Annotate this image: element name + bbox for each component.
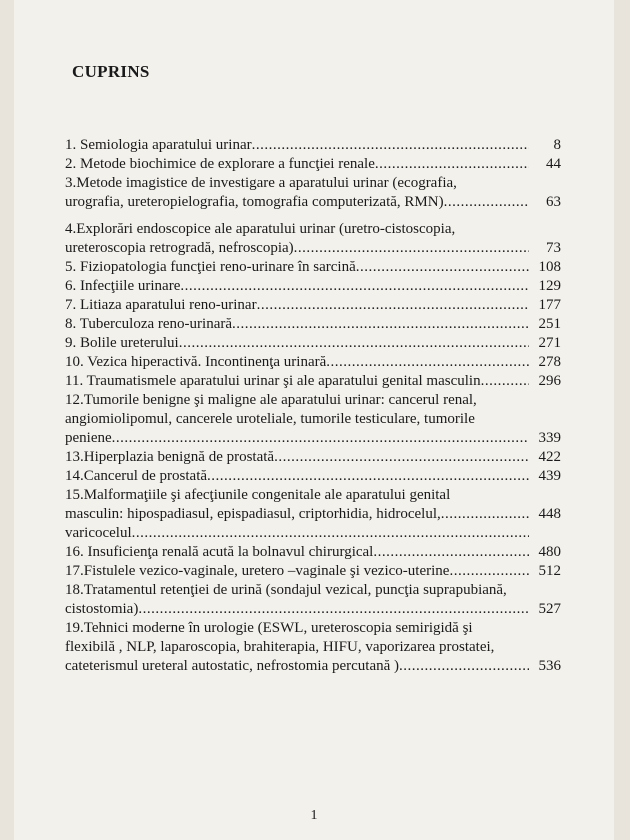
toc-entry-text: 13.Hiperplazia benignă de prostată bbox=[65, 449, 275, 465]
toc-entry-page: 271 bbox=[538, 335, 561, 351]
dot-leader bbox=[441, 505, 529, 524]
page-title: CUPRINS bbox=[72, 62, 150, 81]
toc-entry bbox=[65, 315, 561, 334]
toc-entry bbox=[65, 467, 561, 486]
toc-entry-page: 339 bbox=[538, 430, 561, 446]
dot-leader bbox=[356, 258, 529, 277]
page-number: 1 bbox=[310, 808, 318, 823]
toc-entry-page: 448 bbox=[538, 506, 561, 522]
dot-leader bbox=[399, 657, 529, 676]
toc-entry-page bbox=[529, 524, 561, 543]
toc-entry bbox=[65, 220, 561, 258]
toc-entry-page: 44 bbox=[546, 156, 561, 172]
toc-entry-page: 422 bbox=[538, 449, 561, 465]
dot-leader bbox=[179, 334, 529, 353]
dot-leader bbox=[373, 543, 529, 562]
toc-entry-text: 4.Explorări endoscopice ale aparatului urinar (uretro-cistoscopia, bbox=[65, 221, 456, 237]
toc-entry bbox=[65, 543, 561, 562]
toc-entry-text: 3.Metode imagistice de investigare a aparatului urinar (ecografia, bbox=[65, 175, 457, 191]
toc-entry-text: 10. Vezica hiperactivă. Incontinenţa urinară bbox=[65, 354, 327, 370]
toc-entry-text: ureteroscopia retrogradă, nefroscopia) bbox=[65, 240, 294, 256]
dot-leader bbox=[326, 353, 529, 372]
toc-entry-text: 16. Insuficienţa renală acută la bolnavul chirurgical bbox=[65, 544, 374, 560]
dot-leader bbox=[375, 155, 529, 174]
toc-entry-text: 12.Tumorile benigne şi maligne ale aparatului urinar: cancerul renal, bbox=[65, 392, 477, 408]
toc-entry-text: 2. Metode biochimice de explorare a funcţiei renale bbox=[65, 156, 375, 172]
toc-entry-page: 251 bbox=[538, 316, 561, 332]
dot-leader bbox=[294, 239, 529, 258]
toc-entry bbox=[65, 524, 561, 543]
toc-entry-text: masculin: hipospadiasul, epispadiasul, criptorhidia, hidrocelul, bbox=[65, 506, 441, 522]
toc-entry bbox=[65, 136, 561, 155]
toc-entry-page: 73 bbox=[546, 240, 561, 256]
toc-entry-text: 5. Fiziopatologia funcţiei reno-urinare în sarcină bbox=[65, 259, 356, 275]
toc-entry-text: peniene bbox=[65, 430, 112, 446]
toc-entry-text: cistostomia) bbox=[65, 601, 139, 617]
toc-entry-text: flexibilă , NLP, laparoscopia, brahiterapia, HIFU, vaporizarea prostatei, bbox=[65, 639, 495, 655]
toc-entry-page: 480 bbox=[538, 544, 561, 560]
toc-entry bbox=[65, 155, 561, 174]
toc-entry bbox=[65, 562, 561, 581]
toc-entry-page: 108 bbox=[538, 259, 561, 275]
dot-leader bbox=[257, 296, 529, 315]
toc-entry-page: 278 bbox=[538, 354, 561, 370]
toc-entry bbox=[65, 296, 561, 315]
dot-leader bbox=[180, 277, 529, 296]
table-of-contents bbox=[65, 136, 561, 676]
toc-entry bbox=[65, 353, 561, 372]
dot-leader bbox=[138, 600, 529, 619]
toc-entry-text: urografia, ureteropielografia, tomografia computerizată, RMN) bbox=[65, 194, 444, 210]
toc-entry-page: 296 bbox=[538, 373, 561, 389]
toc-entry-page: 129 bbox=[538, 278, 561, 294]
dot-leader bbox=[274, 448, 529, 467]
toc-entry bbox=[65, 372, 561, 391]
toc-entry bbox=[65, 277, 561, 296]
dot-leader bbox=[481, 372, 529, 391]
toc-entry-text: 9. Bolile ureterului bbox=[65, 335, 179, 351]
toc-entry-text: varicocelul bbox=[65, 525, 132, 541]
toc-entry-text: 11. Traumatismele aparatului urinar şi ale aparatului genital masculin bbox=[65, 373, 481, 389]
toc-entry bbox=[65, 258, 561, 277]
toc-entry bbox=[65, 391, 561, 448]
toc-entry-page: 177 bbox=[538, 297, 561, 313]
dot-leader bbox=[132, 524, 529, 543]
toc-entry bbox=[65, 486, 561, 524]
dot-leader bbox=[112, 429, 529, 448]
toc-entry bbox=[65, 581, 561, 619]
toc-entry-text: 14.Cancerul de prostată bbox=[65, 468, 208, 484]
toc-entry-text: cateterismul ureteral autostatic, nefrostomia percutană ) bbox=[65, 658, 400, 674]
toc-entry-page: 439 bbox=[538, 468, 561, 484]
toc-entry-text: 19.Tehnici moderne în urologie (ESWL, ureteroscopia semirigidă şi bbox=[65, 620, 473, 636]
toc-entry-text: 1. Semiologia aparatului urinar bbox=[65, 137, 252, 153]
toc-entry-text: 8. Tuberculoza reno-urinară bbox=[65, 316, 233, 332]
toc-entry-page: 536 bbox=[538, 658, 561, 674]
toc-entry-text: 7. Litiaza aparatului reno-urinar bbox=[65, 297, 257, 313]
toc-entry bbox=[65, 448, 561, 467]
dot-leader bbox=[252, 136, 529, 155]
toc-entry-text: 17.Fistulele vezico-vaginale, uretero –vaginale şi vezico-uterine bbox=[65, 563, 450, 579]
toc-entry bbox=[65, 619, 561, 676]
toc-entry-text: 15.Malformaţiile şi afecţiunile congenitale ale aparatului genital bbox=[65, 487, 451, 503]
book-page bbox=[14, 0, 614, 840]
toc-entry-page: 8 bbox=[553, 137, 561, 153]
dot-leader bbox=[449, 562, 529, 581]
dot-leader bbox=[232, 315, 529, 334]
toc-entry-page: 63 bbox=[546, 194, 561, 210]
toc-entry-text: 6. Infecţiile urinare bbox=[65, 278, 181, 294]
toc-entry-text: 18.Tratamentul retenţiei de urină (sondajul vezical, puncţia suprapubiană, bbox=[65, 582, 507, 598]
toc-entry-page: 512 bbox=[538, 563, 561, 579]
toc-entry bbox=[65, 174, 561, 212]
toc-entry bbox=[65, 334, 561, 353]
dot-leader bbox=[207, 467, 529, 486]
toc-entry-text: angiomiolipomul, cancerele uroteliale, tumorile testiculare, tumorile bbox=[65, 411, 475, 427]
toc-entry-page: 527 bbox=[538, 601, 561, 617]
dot-leader bbox=[444, 193, 529, 212]
